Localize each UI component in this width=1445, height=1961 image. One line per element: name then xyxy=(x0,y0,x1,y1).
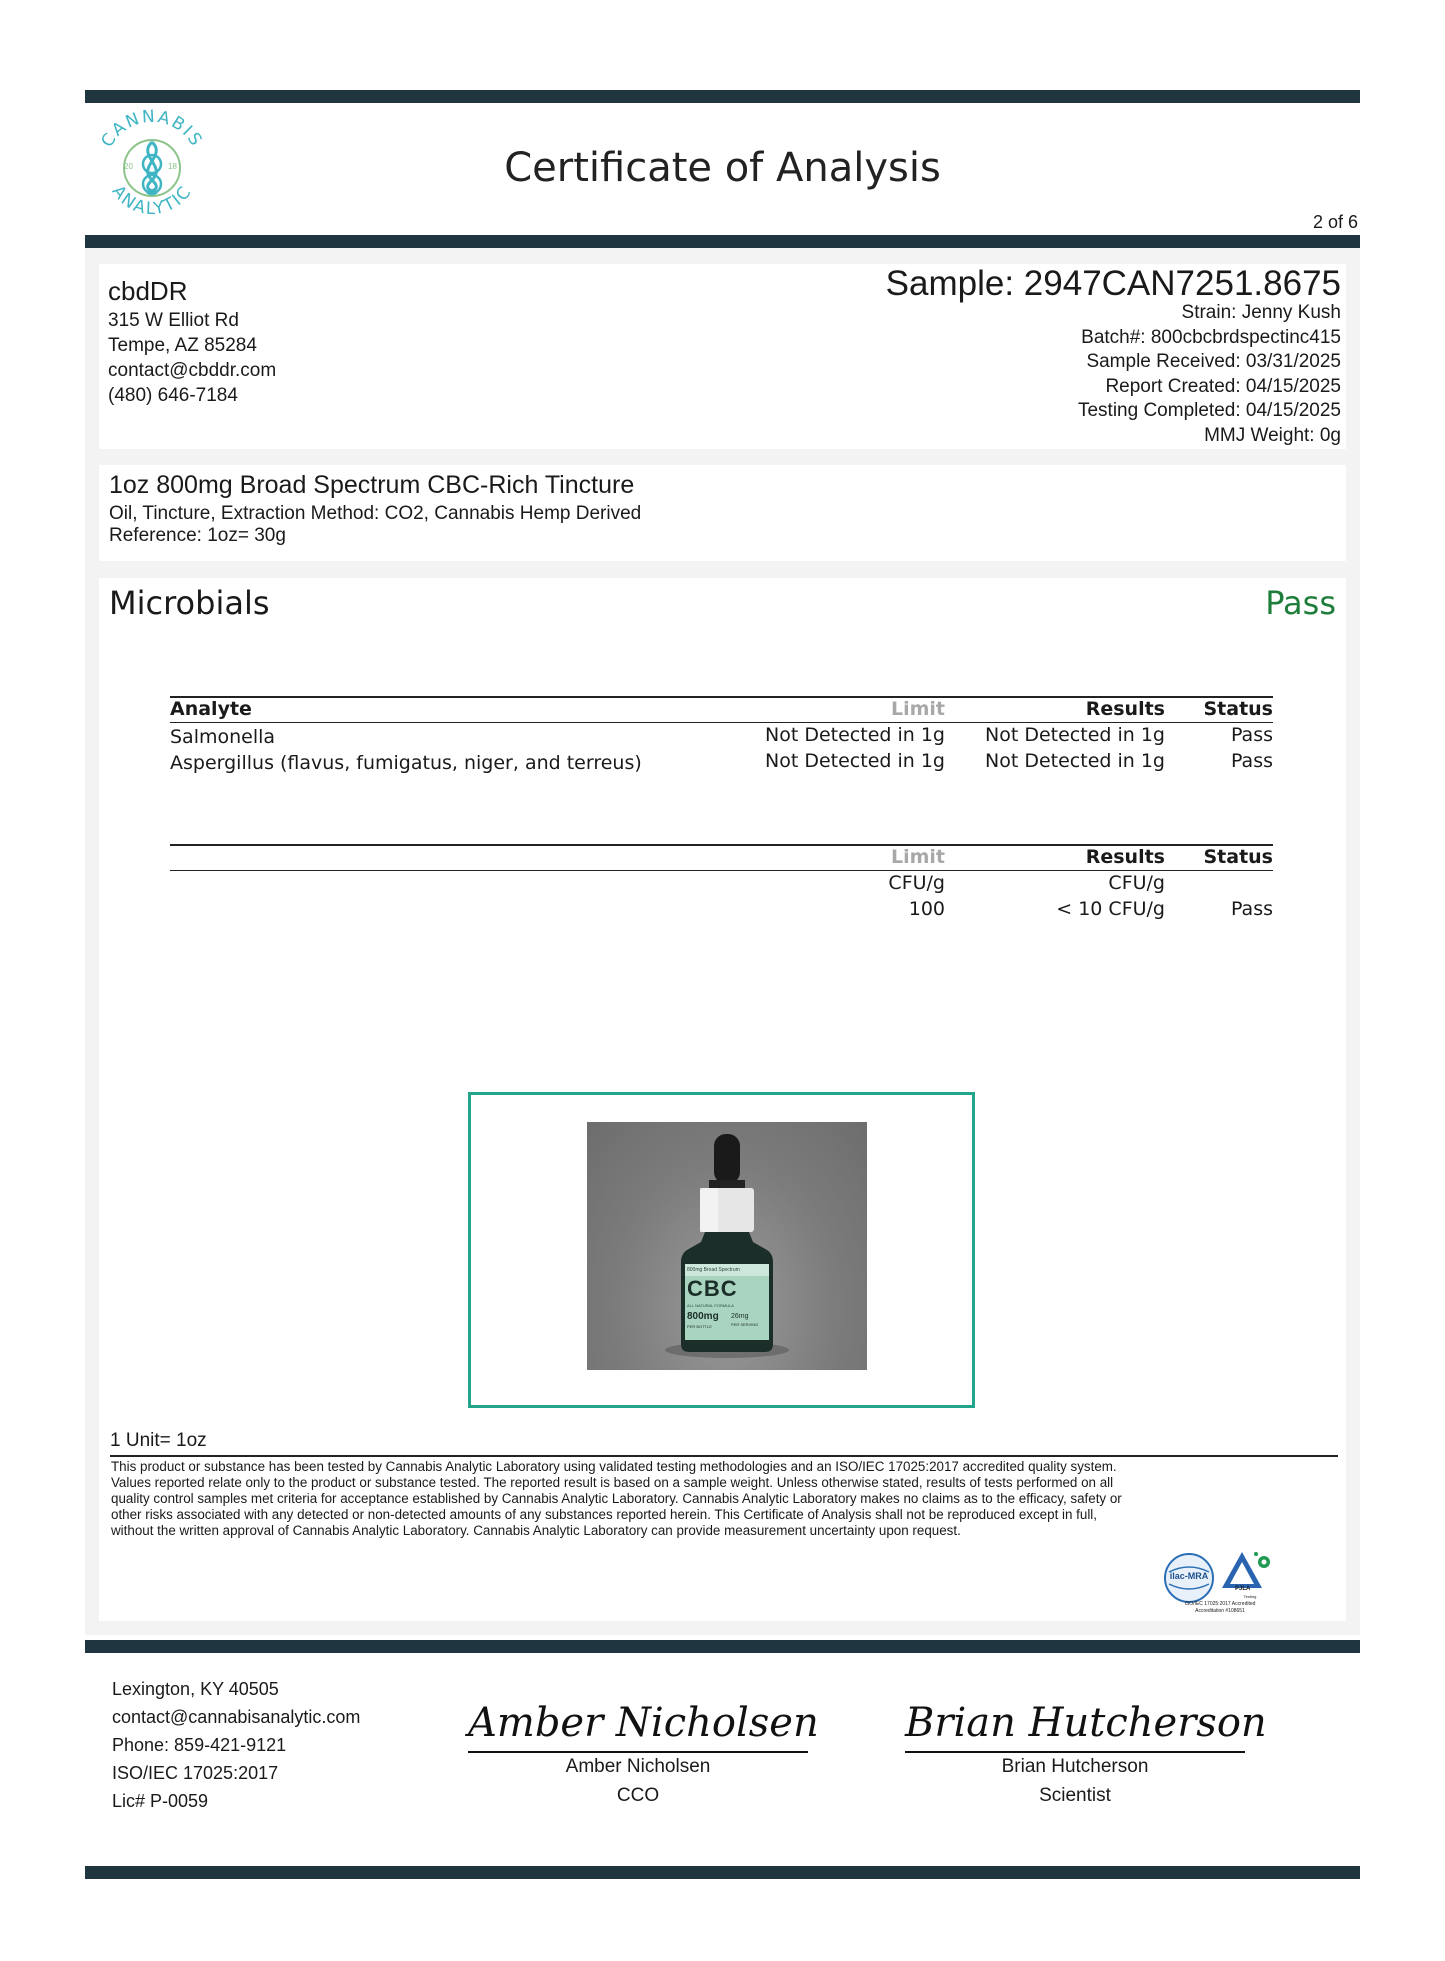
bottle-label-dose2: 26mg xyxy=(731,1313,749,1320)
signature-line xyxy=(905,1751,1245,1753)
unit-note: 1 Unit= 1oz xyxy=(110,1430,207,1451)
svg-text:CANNABIS: CANNABIS xyxy=(97,108,207,152)
table2-header-results: Results xyxy=(1085,846,1165,868)
table2-header-rule xyxy=(170,870,1273,871)
product-reference: Reference: 1oz= 30g xyxy=(109,525,286,546)
sample-batch: Batch#: 800cbcbrdspectinc415 xyxy=(1081,327,1341,348)
table-row-result: Not Detected in 1g xyxy=(985,724,1165,746)
lab-info xyxy=(112,1675,360,1815)
table-row-analyte: Aspergillus (flavus, fumigatus, niger, and terreus) xyxy=(170,752,642,774)
header-bar xyxy=(85,235,1360,248)
lab-iso: ISO/IEC 17025:2017 xyxy=(112,1763,279,1783)
bottle-label-bottle: PER BOTTLE xyxy=(687,1324,712,1329)
bottom-bar xyxy=(85,1866,1360,1879)
disclaimer-rule xyxy=(110,1455,1338,1457)
disclaimer-line: quality control samples met criteria for acceptance established by Cannabis Analytic Laboratory. Cannabis Analytic Laboratory makes no claims as to the efficacy, safety or xyxy=(111,1491,1122,1506)
testing-completed: Testing Completed: 04/15/2025 xyxy=(1077,400,1341,421)
sample-strain: Strain: Jenny Kush xyxy=(1181,302,1341,323)
signatory-name: Brian Hutcherson xyxy=(1001,1756,1149,1777)
top-bar xyxy=(85,90,1360,103)
iso-accreditation-line1: ISO/IEC 17025:2017 Accredited xyxy=(1184,1601,1256,1607)
microbials-title: Microbials xyxy=(109,584,270,622)
ilac-mra-logo xyxy=(1163,1552,1215,1604)
iso-accreditation-line2: Accreditation #108651 xyxy=(1195,1608,1245,1614)
table-row-limit: Not Detected in 1g xyxy=(765,724,945,746)
table2-unit-results: CFU/g xyxy=(1108,872,1165,894)
bottle-label-dose: 800mg xyxy=(687,1311,719,1322)
table-row-result: < 10 CFU/g xyxy=(1056,898,1165,920)
bottle-label-sub: ALL NATURAL FORMULA xyxy=(687,1303,734,1308)
signature-amber: Amber Nicholsen xyxy=(468,1700,819,1746)
lab-license: Lic# P-0059 xyxy=(112,1791,209,1811)
disclaimer-line: This product or substance has been tested by Cannabis Analytic Laboratory using validated testing methodologies and an ISO/IEC 17025:2017 accredited quality system. xyxy=(111,1459,1117,1474)
disclaimer-line: Values reported relate only to the product or substance tested. The reported result is based on a sample weight. Unless otherwise stated, results of tests performed on all xyxy=(111,1475,1114,1490)
pjla-sub: Testing xyxy=(1243,1594,1257,1599)
client-address-line1: 315 W Elliot Rd xyxy=(108,310,239,331)
lab-phone: Phone: 859-421-9121 xyxy=(112,1735,287,1755)
disclaimer-line: without the written approval of Cannabis Analytic Laboratory. Cannabis Analytic Laboratory can provide measurement uncertainty upon request. xyxy=(111,1523,961,1538)
client-email: contact@cbddr.com xyxy=(108,360,277,381)
table-row-status: Pass xyxy=(1230,724,1273,746)
bottle-label-main: CBC xyxy=(687,1276,738,1301)
bottle-label-serving: PER SERVING xyxy=(731,1322,759,1327)
table1-header-limit: Limit xyxy=(890,698,945,720)
signature-brian: Brian Hutcherson xyxy=(905,1700,1267,1746)
document-title: Certificate of Analysis xyxy=(504,145,941,191)
table-row-status: Pass xyxy=(1230,750,1273,772)
logo-year-right: 18 xyxy=(168,162,177,171)
table-row-analyte: Salmonella xyxy=(170,726,276,748)
table1-header-status: Status xyxy=(1203,698,1273,720)
table1-header-analyte: Analyte xyxy=(170,698,252,720)
product-photo xyxy=(587,1122,867,1370)
table-row-status: Pass xyxy=(1230,898,1273,920)
lab-email: contact@cannabisanalytic.com xyxy=(112,1707,361,1727)
microbials-status: Pass xyxy=(1265,584,1336,622)
disclaimer xyxy=(111,1459,1339,1539)
pjla-text: PJLA xyxy=(1235,1586,1251,1592)
table2-header-limit: Limit xyxy=(890,846,945,868)
signatory-role: CCO xyxy=(616,1785,660,1806)
table2-unit-limit: CFU/g xyxy=(888,872,945,894)
table1-header-rule xyxy=(170,722,1273,723)
sample-id: Sample: 2947CAN7251.8675 xyxy=(885,264,1341,303)
table-row-limit: 100 xyxy=(908,898,945,920)
table-row-result: Not Detected in 1g xyxy=(985,750,1165,772)
page-indicator: 2 of 6 xyxy=(1312,212,1358,232)
table-row-limit: Not Detected in 1g xyxy=(765,750,945,772)
signatory-role: Scientist xyxy=(1039,1785,1111,1806)
client-name: cbdDR xyxy=(108,276,188,306)
footer-bar xyxy=(85,1640,1360,1653)
report-created: Report Created: 04/15/2025 xyxy=(1105,376,1341,397)
client-sample-panel xyxy=(99,264,1346,449)
client-phone: (480) 646-7184 xyxy=(108,385,238,406)
disclaimer-line: other risks associated with any detected or non-detected amounts of any substances reported herein. This Certificate of Analysis shall not be reproduced except in full, xyxy=(111,1507,1098,1522)
logo-year-left: 20 xyxy=(124,162,133,171)
tincture-bottle-icon xyxy=(587,1122,867,1370)
product-type: Oil, Tincture, Extraction Method: CO2, Cannabis Hemp Derived xyxy=(109,503,642,524)
sample-received: Sample Received: 03/31/2025 xyxy=(1086,351,1341,372)
bottle-label-small: 800mg Broad Spectrum xyxy=(687,1267,740,1273)
svg-text:ANALYTIC: ANALYTIC xyxy=(107,181,197,220)
client-address-line2: Tempe, AZ 85284 xyxy=(108,335,257,356)
table2-header-status: Status xyxy=(1203,846,1273,868)
product-panel xyxy=(99,465,1346,561)
product-name: 1oz 800mg Broad Spectrum CBC-Rich Tincture xyxy=(109,471,635,499)
lab-city: Lexington, KY 40505 xyxy=(112,1679,279,1699)
signatory-name: Amber Nicholsen xyxy=(565,1756,711,1777)
signature-line xyxy=(468,1751,808,1753)
pjla-logo xyxy=(1220,1548,1276,1594)
mmj-weight: MMJ Weight: 0g xyxy=(1204,425,1341,446)
ilac-mra-text: ilac-MRA xyxy=(1169,1571,1209,1581)
table1-header-results: Results xyxy=(1085,698,1165,720)
